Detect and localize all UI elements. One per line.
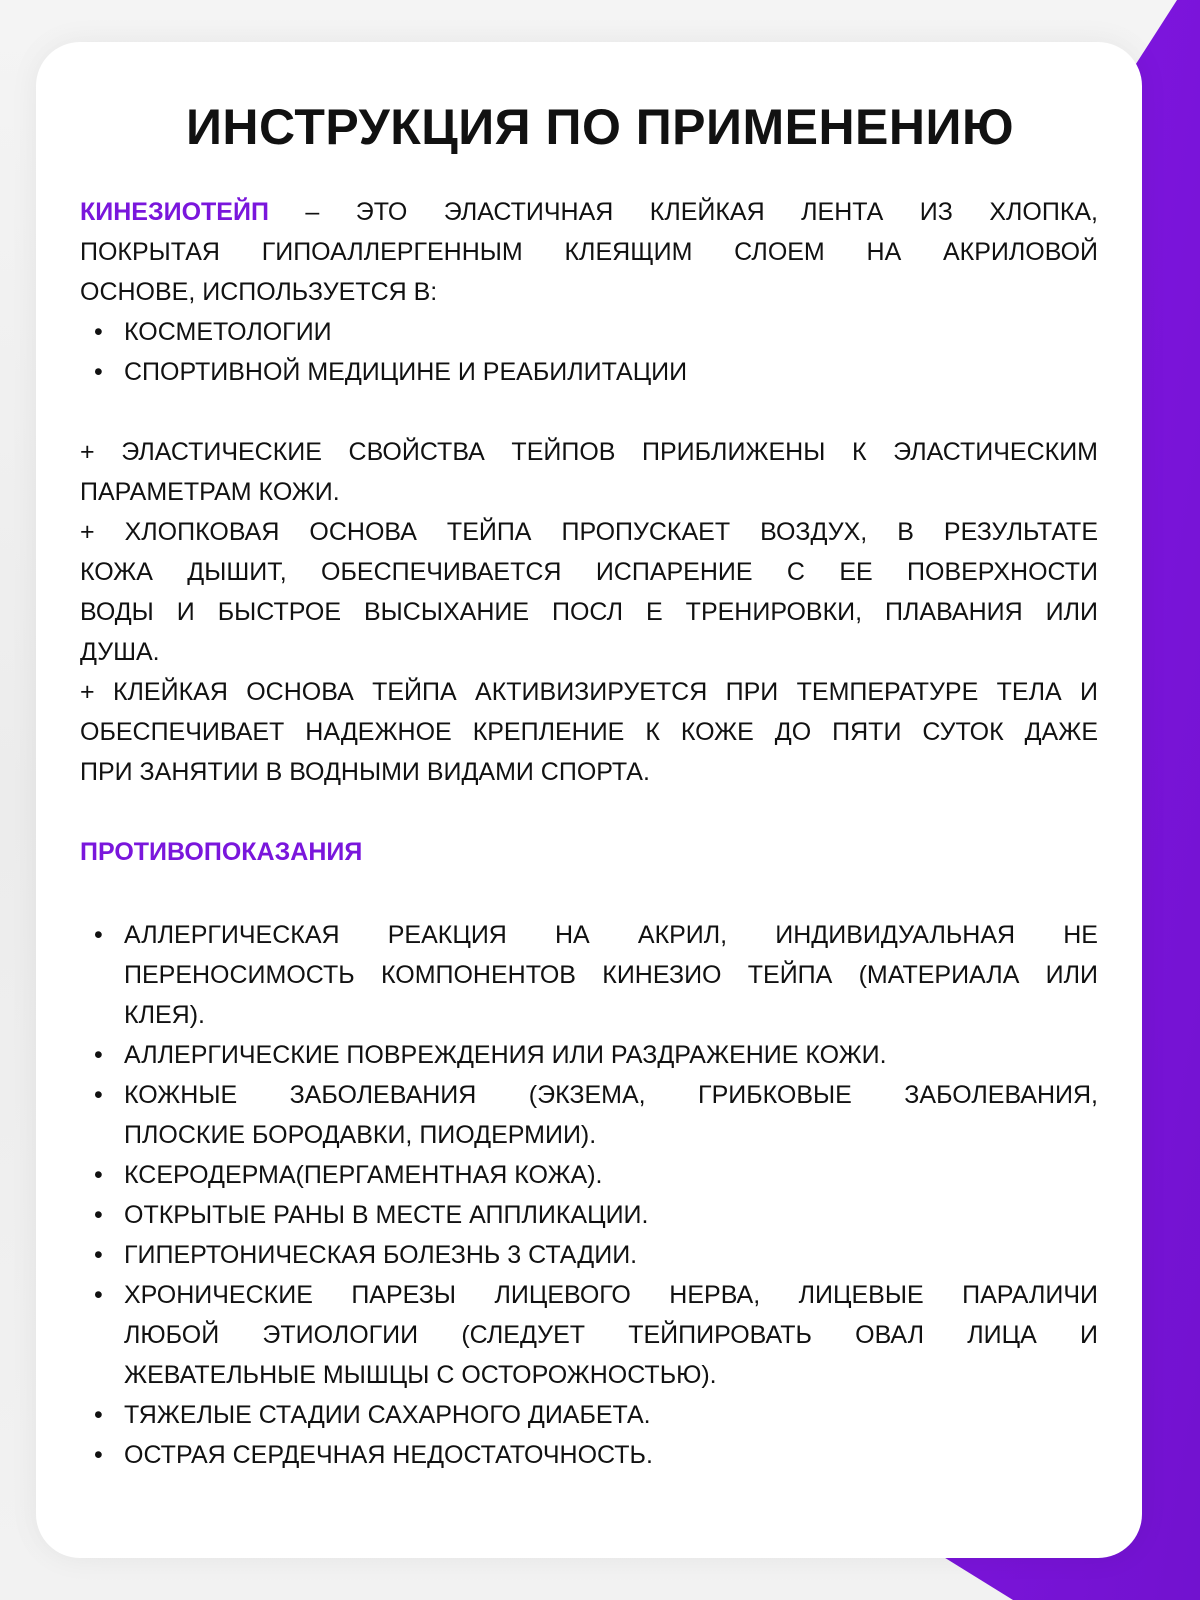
bullet-icon: • — [94, 1241, 103, 1269]
contraindication-line — [80, 1195, 1098, 1235]
contraindication-text: ПЛОСКИЕ БОРОДАВКИ, ПИОДЕРМИИ). — [124, 1121, 597, 1149]
bullet-icon: • — [94, 318, 103, 346]
contraindications-heading: ПРОТИВОПОКАЗАНИЯ — [80, 838, 363, 866]
property-line: + ХЛОПКОВАЯ ОСНОВА ТЕЙПА ПРОПУСКАЕТ ВОЗДУХ, В РЕЗУЛЬТАТЕ — [80, 518, 1098, 546]
contraindication-line — [80, 1235, 1098, 1275]
contraindication-line — [80, 1035, 1098, 1075]
contraindication-line — [80, 1115, 1098, 1155]
contraindication-text: ЖЕВАТЕЛЬНЫЕ МЫШЦЫ С ОСТОРОЖНОСТЬЮ). — [124, 1361, 717, 1389]
contraindication-item — [80, 1395, 1098, 1435]
bullet-icon: • — [94, 1281, 103, 1309]
contraindication-text: ТЯЖЕЛЫЕ СТАДИИ САХАРНОГО ДИАБЕТА. — [124, 1401, 651, 1429]
property-line: ПРИ ЗАНЯТИИ В ВОДНЫМИ ВИДАМИ СПОРТА. — [80, 758, 650, 786]
intro-text: – ЭТО ЭЛАСТИЧНАЯ КЛЕЙКАЯ ЛЕНТА ИЗ ХЛОПКА, — [305, 198, 1098, 226]
property-line: ВОДЫ И БЫСТРОЕ ВЫСЫХАНИЕ ПОСЛ Е ТРЕНИРОВКИ, ПЛАВАНИЯ ИЛИ — [80, 598, 1098, 626]
contraindication-line — [80, 1395, 1098, 1435]
use-label: КОСМЕТОЛОГИИ — [124, 318, 332, 346]
contraindication-item — [80, 1075, 1098, 1155]
contraindication-line — [80, 1155, 1098, 1195]
contraindication-line — [80, 1355, 1098, 1395]
contraindication-line — [80, 995, 1098, 1035]
contraindication-item — [80, 1275, 1098, 1395]
term-highlight: КИНЕЗИОТЕЙП — [80, 198, 269, 226]
property-line: ДУША. — [80, 638, 160, 666]
contraindications-list — [80, 915, 1098, 1475]
property-line: ПАРАМЕТРАМ КОЖИ. — [80, 478, 340, 506]
contraindication-text: КСЕРОДЕРМА(ПЕРГАМЕНТНАЯ КОЖА). — [124, 1161, 603, 1189]
property-line: + КЛЕЙКАЯ ОСНОВА ТЕЙПА АКТИВИЗИРУЕТСЯ ПРИ ТЕМПЕРАТУРЕ ТЕЛА И — [80, 678, 1098, 706]
contraindication-text: АЛЛЕРГИЧЕСКАЯ РЕАКЦИЯ НА АКРИЛ, ИНДИВИДУАЛЬНАЯ НЕ — [124, 921, 1098, 949]
contraindication-item — [80, 915, 1098, 1035]
contraindication-item — [80, 1235, 1098, 1275]
contraindication-line — [80, 1435, 1098, 1475]
use-label: СПОРТИВНОЙ МЕДИЦИНЕ И РЕАБИЛИТАЦИИ — [124, 358, 688, 386]
bullet-icon: • — [94, 1441, 103, 1469]
contraindication-line — [80, 1275, 1098, 1315]
contraindication-text: ХРОНИЧЕСКИЕ ПАРЕЗЫ ЛИЦЕВОГО НЕРВА, ЛИЦЕВЫЕ ПАРАЛИЧИ — [124, 1281, 1098, 1309]
contraindication-text: КЛЕЯ). — [124, 1001, 205, 1029]
contraindication-item — [80, 1155, 1098, 1195]
contraindication-line — [80, 1075, 1098, 1115]
contraindication-text: ГИПЕРТОНИЧЕСКАЯ БОЛЕЗНЬ 3 СТАДИИ. — [124, 1241, 638, 1269]
contraindication-text: АЛЛЕРГИЧЕСКИЕ ПОВРЕЖДЕНИЯ ИЛИ РАЗДРАЖЕНИЕ КОЖИ. — [124, 1041, 887, 1069]
bullet-icon: • — [94, 1081, 103, 1109]
contraindication-line — [80, 1315, 1098, 1355]
contraindication-text: ПЕРЕНОСИМОСТЬ КОМПОНЕНТОВ КИНЕЗИО ТЕЙПА (МАТЕРИАЛА ИЛИ — [124, 961, 1098, 989]
bullet-icon: • — [94, 1401, 103, 1429]
contraindication-line — [80, 955, 1098, 995]
contraindication-text: КОЖНЫЕ ЗАБОЛЕВАНИЯ (ЭКЗЕМА, ГРИБКОВЫЕ ЗАБОЛЕВАНИЯ, — [124, 1081, 1098, 1109]
intro-line: ПОКРЫТАЯ ГИПОАЛЛЕРГЕННЫМ КЛЕЯЩИМ СЛОЕМ НА АКРИЛОВОЙ — [80, 238, 1098, 266]
bullet-icon: • — [94, 358, 103, 386]
bullet-icon: • — [94, 1041, 103, 1069]
bullet-icon: • — [94, 1161, 103, 1189]
use-item — [80, 312, 1098, 352]
contraindication-text: ЛЮБОЙ ЭТИОЛОГИИ (СЛЕДУЕТ ТЕЙПИРОВАТЬ ОВАЛ ЛИЦА И — [124, 1321, 1098, 1349]
intro-line — [80, 192, 1098, 232]
property-line: + ЭЛАСТИЧЕСКИЕ СВОЙСТВА ТЕЙПОВ ПРИБЛИЖЕНЫ К ЭЛАСТИЧЕСКИМ — [80, 438, 1098, 466]
bullet-icon: • — [94, 1201, 103, 1229]
contraindication-text: ОСТРАЯ СЕРДЕЧНАЯ НЕДОСТАТОЧНОСТЬ. — [124, 1441, 653, 1469]
contraindication-text: ОТКРЫТЫЕ РАНЫ В МЕСТЕ АППЛИКАЦИИ. — [124, 1201, 649, 1229]
use-item — [80, 352, 1098, 392]
property-line: ОБЕСПЕЧИВАЕТ НАДЕЖНОЕ КРЕПЛЕНИЕ К КОЖЕ ДО ПЯТИ СУТОК ДАЖЕ — [80, 718, 1098, 746]
contraindication-item — [80, 1195, 1098, 1235]
instruction-content — [80, 192, 1098, 1475]
bullet-icon: • — [94, 921, 103, 949]
contraindication-item — [80, 1035, 1098, 1075]
intro-line: ОСНОВЕ, ИСПОЛЬЗУЕТСЯ В: — [80, 278, 438, 306]
page-title: ИНСТРУКЦИЯ ПО ПРИМЕНЕНИЮ — [185, 99, 1015, 155]
contraindication-line — [80, 915, 1098, 955]
property-line: КОЖА ДЫШИТ, ОБЕСПЕЧИВАЕТСЯ ИСПАРЕНИЕ С ЕЕ ПОВЕРХНОСТИ — [80, 558, 1098, 586]
contraindication-item — [80, 1435, 1098, 1475]
